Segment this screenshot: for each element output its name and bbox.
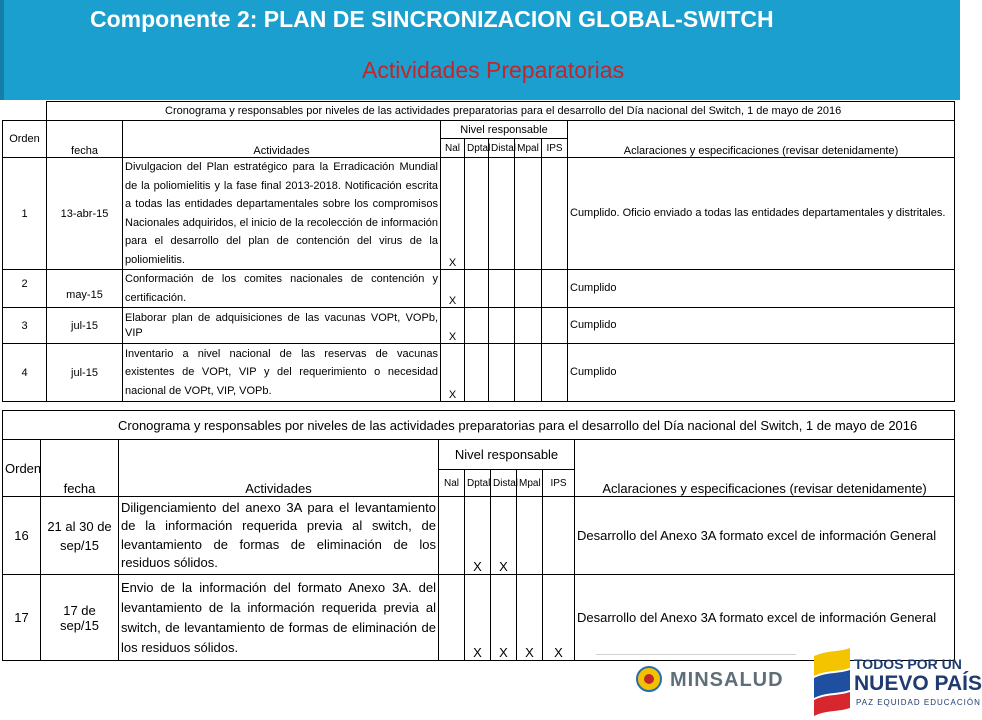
col-header-distal: Distal (491, 470, 517, 497)
row-distal (489, 270, 515, 308)
row-ips (542, 344, 568, 402)
row-distal: X (491, 497, 517, 575)
row-dptal (465, 270, 489, 308)
col-header-orden: Orden (3, 121, 47, 158)
row-nal: X (441, 308, 465, 344)
minsalud-logo (636, 666, 796, 696)
row-mpal (515, 270, 542, 308)
row-orden: 4 (3, 344, 47, 402)
slogan-line-2: NUEVO PAÍS (854, 672, 982, 695)
row-actividad: Elaborar plan de adquisiciones de las vacunas VOPt, VOPb, VIP (123, 308, 441, 344)
row-orden: 17 (3, 575, 41, 661)
row-aclaracion: Cumplido (568, 270, 955, 308)
schedule-table-2 (2, 410, 955, 661)
schedule-table-1 (2, 101, 955, 402)
row-dptal: X (465, 497, 491, 575)
row-fecha: jul-15 (47, 344, 123, 402)
col-header-mpal: Mpal (515, 139, 542, 158)
row-mpal: X (517, 575, 543, 661)
col-header-actividades: Actividades (123, 121, 441, 158)
table-row (3, 497, 955, 575)
row-mpal (515, 158, 542, 270)
table-row (3, 158, 955, 270)
slide-header (0, 0, 960, 100)
row-dptal (465, 158, 489, 270)
row-distal (489, 308, 515, 344)
table-row (3, 344, 955, 402)
slogan-line-3: PAZ EQUIDAD EDUCACIÓN (856, 698, 981, 707)
row-aclaracion: Desarrollo del Anexo 3A formato excel de información General (575, 575, 955, 661)
row-distal (489, 344, 515, 402)
row-fecha: may-15 (47, 270, 123, 308)
col-header-dptal: Dptal (465, 139, 489, 158)
header-accent-bar (0, 0, 4, 100)
row-mpal (515, 344, 542, 402)
col-header-dptal: Dptal (465, 470, 491, 497)
row-fecha: jul-15 (47, 308, 123, 344)
row-dptal: X (465, 575, 491, 661)
row-orden: 1 (3, 158, 47, 270)
slide-title: Componente 2: PLAN DE SINCRONIZACION GLOBAL-SWITCH (90, 6, 774, 32)
footer-divider (596, 654, 796, 655)
row-nal: X (441, 270, 465, 308)
row-ips (542, 158, 568, 270)
row-fecha: 13-abr-15 (47, 158, 123, 270)
row-distal (489, 158, 515, 270)
row-nal: X (441, 158, 465, 270)
row-ips: X (543, 575, 575, 661)
minsalud-wordmark: MINSALUD (670, 669, 784, 691)
row-aclaracion: Cumplido. Oficio enviado a todas las entidades departamentales y distritales. (568, 158, 955, 270)
row-actividad: Divulgacion del Plan estratégico para la Erradicación Mundial de la poliomielitis y la fase final 2013-2018. Notificación escrita a todas las entidades departamentales sobre los compromisos Nacionales adquiridos, el inicio de la recolección de información para el desarrollo del plan de contención del virus de la poliomielitis. (123, 158, 441, 270)
col-header-nivel: Nivel responsable (441, 121, 568, 139)
row-actividad: Inventario a nivel nacional de las reservas de vacunas existentes de VOPt, VIP y del requerimiento o necesidad nacional de VOPt, VIP, VOPb. (123, 344, 441, 402)
row-fecha: 21 al 30 de sep/15 (41, 497, 119, 575)
col-header-nivel: Nivel responsable (439, 440, 575, 470)
row-aclaracion: Cumplido (568, 344, 955, 402)
row-orden: 2 (3, 270, 47, 308)
col-header-aclaraciones: Aclaraciones y especificaciones (revisar detenidamente) (568, 121, 955, 158)
col-header-fecha: fecha (41, 440, 119, 497)
table-caption: Cronograma y responsables por niveles de las actividades preparatorias para el desarrollo del Día nacional del Switch, 1 de mayo de 2016 (3, 411, 955, 440)
table-row (3, 270, 955, 308)
row-mpal (517, 497, 543, 575)
row-nal (439, 497, 465, 575)
row-ips (542, 308, 568, 344)
row-nal: X (441, 344, 465, 402)
row-actividad: Conformación de los comites nacionales de contención y certificación. (123, 270, 441, 308)
table-caption: Cronograma y responsables por niveles de las actividades preparatorias para el desarrollo del Día nacional del Switch, 1 de mayo de 2016 (47, 102, 955, 121)
col-header-orden: Orden (3, 440, 41, 497)
col-header-fecha: fecha (47, 121, 123, 158)
row-nal (439, 575, 465, 661)
slogan-line-1: TODOS POR UN (854, 656, 962, 672)
row-distal: X (491, 575, 517, 661)
row-actividad: Diligenciamiento del anexo 3A para el levantamiento de la información requerida previa al switch, de levantamiento de formas de eliminación de los residuos sólidos. (119, 497, 439, 575)
row-dptal (465, 308, 489, 344)
row-mpal (515, 308, 542, 344)
row-dptal (465, 344, 489, 402)
row-aclaracion: Cumplido (568, 308, 955, 344)
col-header-aclaraciones: Aclaraciones y especificaciones (revisar detenidamente) (575, 440, 955, 497)
coat-of-arms-icon (636, 666, 662, 692)
row-orden: 3 (3, 308, 47, 344)
col-header-nal: Nal (439, 470, 465, 497)
slide-subtitle: Actividades Preparatorias (362, 57, 625, 83)
row-fecha: 17 de sep/15 (41, 575, 119, 661)
col-header-ips: IPS (543, 470, 575, 497)
col-header-distal: Distal (489, 139, 515, 158)
col-header-mpal: Mpal (517, 470, 543, 497)
col-header-nal: Nal (441, 139, 465, 158)
todos-por-un-nuevo-pais-logo (810, 646, 982, 720)
table-row (3, 308, 955, 344)
row-ips (543, 497, 575, 575)
col-header-ips: IPS (542, 139, 568, 158)
row-ips (542, 270, 568, 308)
row-aclaracion: Desarrollo del Anexo 3A formato excel de información General (575, 497, 955, 575)
row-orden: 16 (3, 497, 41, 575)
col-header-actividades: Actividades (119, 440, 439, 497)
flag-swoosh-icon (810, 646, 852, 720)
row-actividad: Envio de la información del formato Anexo 3A. del levantamiento de la información requerida previa al switch, de levantamiento de formas de eliminación de los residuos sólidos. (119, 575, 439, 661)
